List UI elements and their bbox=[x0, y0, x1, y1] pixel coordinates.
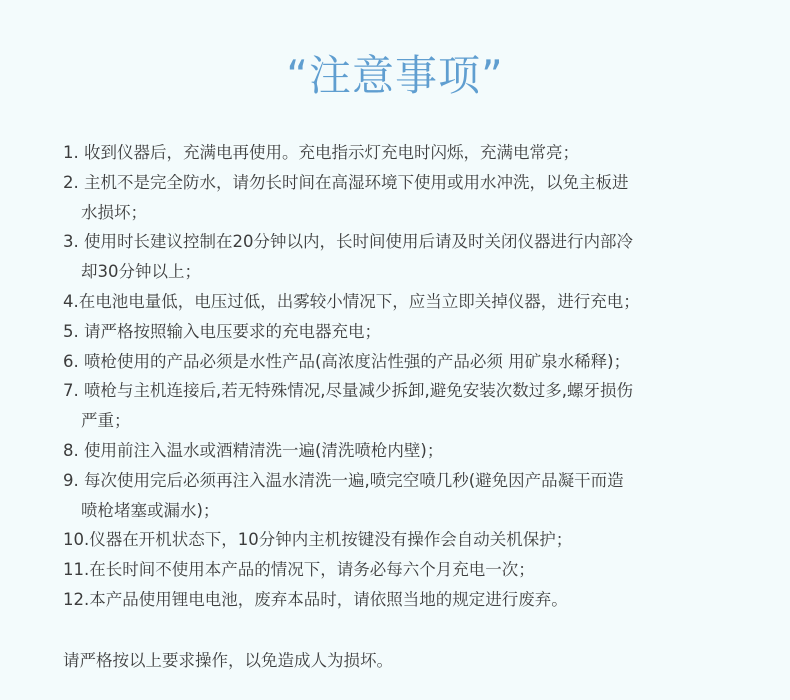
precaution-item-9 bbox=[63, 466, 743, 526]
precaution-item-7 bbox=[63, 376, 743, 436]
precaution-text: 11.在长时间不使用本产品的情况下，请务必每六个月充电一次； bbox=[63, 560, 535, 580]
precaution-item-2 bbox=[63, 168, 743, 228]
precaution-text: 8. 使用前注入温水或酒精清洗一遍(清洗喷枪内壁)； bbox=[63, 440, 444, 460]
precaution-text-continued: 喷枪堵塞或漏水)； bbox=[81, 500, 220, 520]
precaution-text-continued: 却30分钟以上； bbox=[81, 262, 201, 282]
precaution-item-11 bbox=[63, 555, 743, 585]
page-title: “注意事项” bbox=[286, 51, 504, 100]
precaution-text: 4.在电池电量低，电压过低，出雾较小情况下，应当立即关掉仪器，进行充电； bbox=[63, 291, 640, 311]
closing-note: 请严格按以上要求操作，以免造成人为损坏。 bbox=[63, 651, 393, 670]
precautions-list bbox=[63, 138, 743, 615]
precaution-text: 10.仪器在开机状态下，10分钟内主机按键没有操作会自动关机保护； bbox=[63, 530, 573, 550]
precaution-item-1 bbox=[63, 138, 743, 168]
precaution-item-6 bbox=[63, 347, 743, 377]
precaution-item-10 bbox=[63, 525, 743, 555]
precaution-text: 3. 使用时长建议控制在20分钟以内，长时间使用后请及时关闭仪器进行内部冷 bbox=[63, 232, 633, 252]
precaution-text: 9. 每次使用完后必须再注入温水清洗一遍,喷完空喷几秒(避免因产品凝干而造 bbox=[63, 470, 624, 490]
precaution-item-8 bbox=[63, 436, 743, 466]
precaution-text: 2. 主机不是完全防水，请勿长时间在高湿环境下使用或用水冲洗，以免主板进 bbox=[63, 172, 629, 192]
precaution-text-continued: 水损坏； bbox=[81, 202, 147, 222]
precaution-text: 5. 请严格按照输入电压要求的充电器充电； bbox=[63, 321, 381, 341]
precaution-item-4 bbox=[63, 287, 743, 317]
precaution-text: 12.本产品使用锂电电池，废弃本品时，请依照当地的规定进行废弃。 bbox=[63, 589, 568, 609]
precaution-text-continued: 严重； bbox=[81, 411, 131, 431]
precaution-item-5 bbox=[63, 317, 743, 347]
precaution-text: 6. 喷枪使用的产品必须是水性产品(高浓度沾性强的产品必须 用矿泉水稀释)； bbox=[63, 351, 631, 371]
precaution-item-3 bbox=[63, 227, 743, 287]
precaution-text: 7. 喷枪与主机连接后,若无特殊情况,尽量减少拆卸,避免安装次数过多,螺牙损伤 bbox=[63, 381, 633, 401]
precaution-text: 1. 收到仪器后，充满电再使用。充电指示灯充电时闪烁，充满电常亮； bbox=[63, 143, 579, 162]
precaution-item-12 bbox=[63, 585, 743, 615]
